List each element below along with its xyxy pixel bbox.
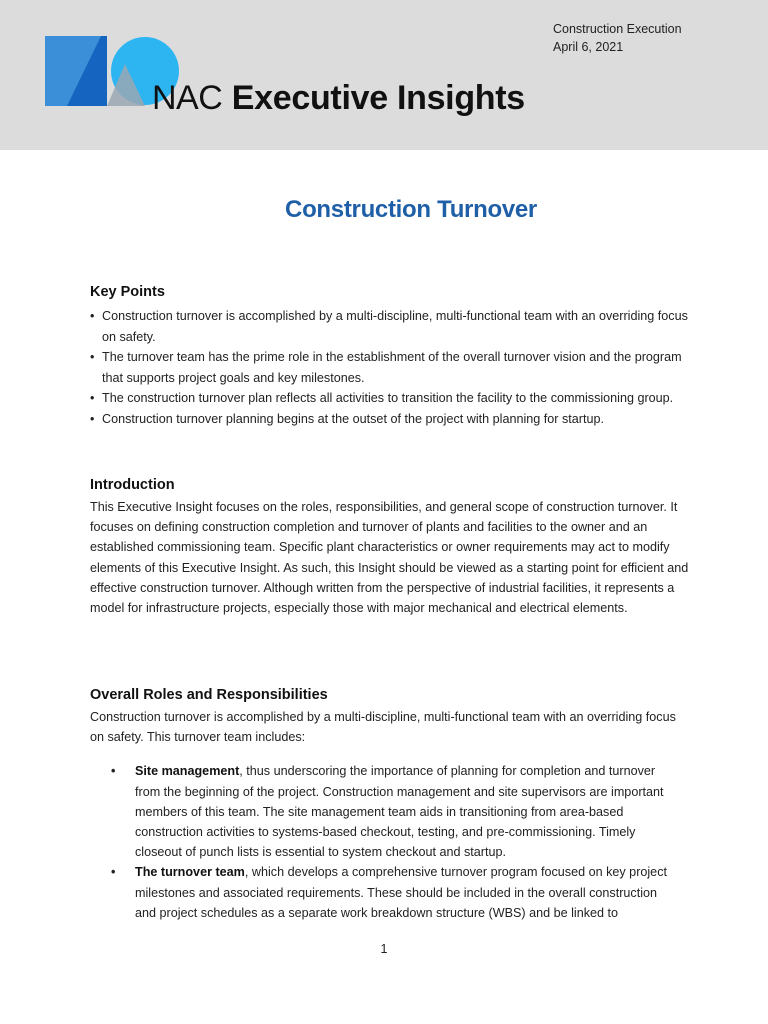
document-meta bbox=[553, 20, 682, 56]
roles-intro-text: Construction turnover is accomplished by a multi-discipline, multi-functional team with an overriding focus on safety. This turnover team includes: bbox=[90, 710, 676, 745]
document-date: April 6, 2021 bbox=[553, 40, 624, 54]
roles-section bbox=[90, 685, 690, 923]
brand-title-light: NAC bbox=[152, 79, 223, 117]
brand-title-bold: Executive Insights bbox=[231, 79, 525, 117]
introduction-text: This Executive Insight focuses on the roles, responsibilities, and general scope of construction turnover. It focuses on defining construction completion and turnover of plants and facilities to the owner and an established commissioning team. Specific plant characteristics or owner requirements may act to modify elements of this Executive Insight. As such, this Insight should be viewed as a starting point for efficient and effective construction turnover. Although written from the perspective of industrial facilities, it represents a model for infrastructure projects, especially those with major mechanical and electrical elements. bbox=[90, 500, 689, 616]
list-item: • The turnover team has the prime role in the establishment of the overall turnover vision and the program that supports project goals and key milestones. bbox=[90, 347, 690, 388]
list-item bbox=[135, 862, 680, 923]
header-banner bbox=[0, 0, 768, 150]
role-term: The turnover team bbox=[135, 865, 245, 880]
role-description: , which develops a comprehensive turnover program focused on key project milestones and associated requirements. These should be included in the overall construction and project schedules as a separate work breakdown structure (WBS) and be linked to bbox=[135, 865, 667, 920]
brand-title bbox=[152, 76, 525, 120]
page-title: Construction Turnover bbox=[285, 196, 537, 223]
roles-heading: Overall Roles and Responsibilities bbox=[90, 687, 328, 703]
page-number: 1 bbox=[380, 942, 388, 956]
roles-list bbox=[135, 761, 680, 923]
key-points-list bbox=[90, 306, 690, 429]
list-item bbox=[135, 761, 680, 862]
document-category: Construction Execution bbox=[553, 22, 682, 36]
list-item: • The construction turnover plan reflects all activities to transition the facility to the commissioning group. bbox=[90, 388, 690, 409]
role-description: , thus underscoring the importance of planning for completion and turnover from the beginning of the project. Construction management and site supervisors are important members of this team. The site management team aids in transitioning from area-based construction activities to systems-based checkout, testing, and pre-commissioning. Timely closeout of punch lists is essential to system checkout and startup. bbox=[135, 764, 664, 860]
role-term: Site management bbox=[135, 764, 240, 779]
list-item: • Construction turnover is accomplished by a multi-discipline, multi-functional team with an overriding focus on safety. bbox=[90, 306, 690, 347]
introduction-heading: Introduction bbox=[90, 477, 175, 493]
key-points-section bbox=[90, 282, 690, 429]
list-item: • Construction turnover planning begins at the outset of the project with planning for startup. bbox=[90, 409, 690, 430]
introduction-section bbox=[90, 475, 690, 618]
key-points-heading: Key Points bbox=[90, 284, 165, 300]
